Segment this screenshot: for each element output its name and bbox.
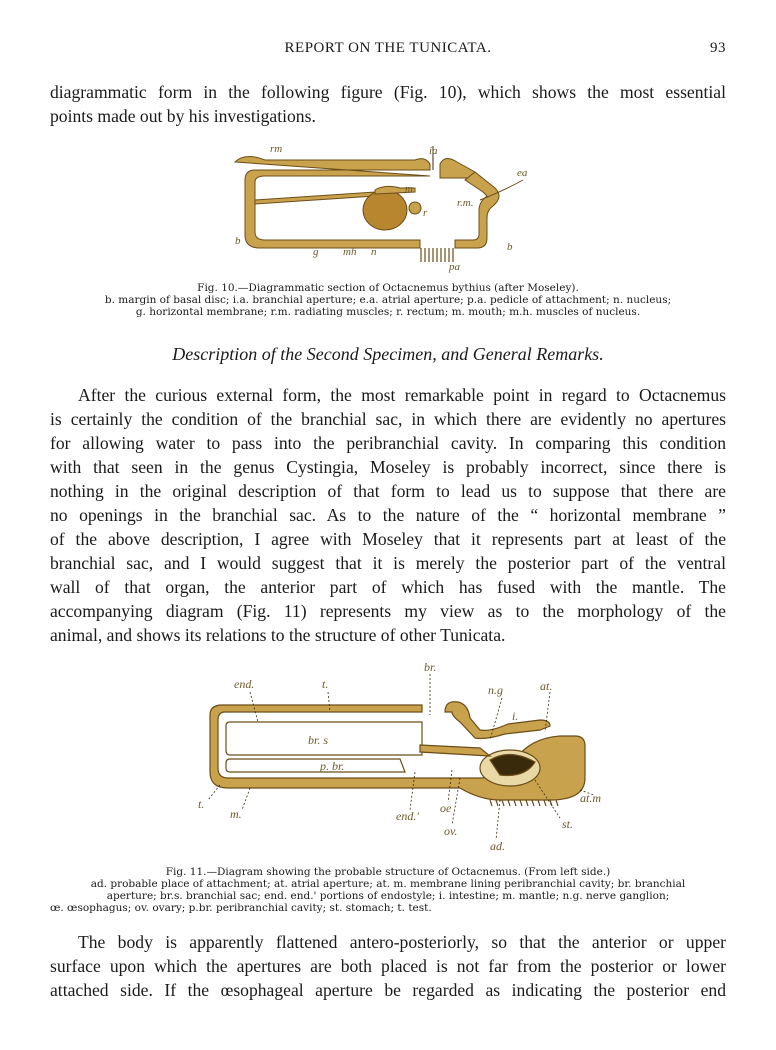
fig11-caption-key: aperture; br.s. branchial sac; end. end.' portions of endostyle; i. intestine; m. mantle; n.g. nerve ganglion;	[106, 890, 670, 902]
fig11-label-ov: ov.	[444, 824, 458, 838]
text-line: After the curious external form, the most remarkable point in regard to Octacnemus	[78, 385, 726, 405]
section-heading: Description of the Second Specimen, and General Remarks.	[172, 344, 604, 364]
fig10-membrane	[255, 192, 375, 204]
fig11-label-ad: ad.	[490, 839, 505, 853]
closing-paragraph	[50, 930, 726, 1002]
fig11-label-end: end.	[234, 677, 255, 691]
text-line: surface upon which the apertures are both placed is not far from the posterior or lower	[50, 956, 726, 976]
text-line: The body is apparently flattened antero-posteriorly, so that the anterior or upper	[78, 932, 726, 952]
fig10-label-n: n	[371, 246, 377, 258]
text-line: with that seen in the genus Cystingia, Moseley is probably incorrect, since there is	[50, 457, 726, 477]
body-paragraph	[50, 383, 726, 647]
intro-paragraph	[50, 80, 726, 128]
fig10-nucleus	[363, 190, 407, 230]
fig10-label-m: m	[405, 183, 413, 195]
fig11-label-ng: n.g	[488, 683, 503, 697]
fig11-caption-key: œ. œsophagus; ov. ovary; p.br. peribranchial cavity; st. stomach; t. test.	[50, 902, 432, 914]
fig11-label-atm: at.m	[580, 791, 601, 805]
fig10-caption-key: g. horizontal membrane; r.m. radiating muscles; r. rectum; m. mouth; m.h. muscles of nucleus.	[135, 306, 641, 318]
fig11-label-t: t.	[322, 677, 329, 691]
figure-11-caption	[50, 866, 726, 914]
fig11-caption-key: ad. probable place of attachment; at. atrial aperture; at. m. membrane lining peribranchial cavity; br. branchial	[90, 878, 686, 890]
fig10-right-top	[440, 158, 475, 178]
fig10-label-mh: mh	[343, 246, 357, 258]
fig11-label-st: st.	[562, 817, 574, 831]
text-line: nothing in the original description of that form to lead us to suppose that there are	[50, 481, 726, 501]
text-line: wall of that organ, the anterior part of which has fused with the mantle. The	[50, 577, 726, 597]
fig10-label-b-right: b	[507, 241, 513, 253]
fig11-atrial-aperture	[445, 702, 550, 739]
fig11-label-m: m.	[230, 807, 242, 821]
running-title: REPORT ON THE TUNICATA.	[284, 40, 492, 56]
figure-10-caption	[50, 282, 726, 318]
fig10-label-b-left: b	[235, 235, 241, 247]
fig11-label-t-left: t.	[198, 797, 205, 811]
figure-11-diagram	[190, 660, 610, 855]
fig10-label-r: r	[423, 207, 428, 219]
fig10-label-rm-right: r.m.	[457, 197, 474, 209]
fig11-label-oe: oe	[440, 801, 452, 815]
fig10-pedicle	[421, 248, 453, 262]
fig11-label-br: br.	[424, 660, 437, 674]
page-number: 93	[710, 40, 726, 56]
fig11-label-end2: end.'	[396, 809, 419, 823]
fig11-caption-title: Fig. 11.—Diagram showing the probable structure of Octacnemus. (From left side.)	[165, 866, 611, 878]
fig11-label-brs: br. s	[308, 733, 329, 747]
text-line: no openings in the branchial sac. As to the nature of the “ horizontal membrane ”	[50, 505, 726, 525]
text-line: animal, and shows its relations to the structure of other Tunicata.	[50, 625, 506, 645]
text-line: branchial sac, and I would suggest that it is merely the posterior part of the ventral	[50, 553, 726, 573]
figure-10-diagram	[225, 140, 545, 275]
text-line: attached side. If the œsophageal aperture be regarded as indicating the posterior end	[50, 980, 726, 1000]
fig10-label-ia: ia	[429, 145, 438, 157]
text-line: points made out by his investigations.	[50, 106, 316, 126]
fig10-label-ea: ea	[517, 167, 528, 179]
fig10-label-rm: rm	[270, 143, 283, 155]
text-line: diagrammatic form in the following figure (Fig. 10), which shows the most essential	[50, 82, 726, 102]
fig11-label-pbr: p. br.	[320, 759, 345, 773]
text-line: of the above description, I agree with Moseley that it represents part at least of the	[50, 529, 726, 549]
fig10-caption-title: Fig. 10.—Diagrammatic section of Octacnemus bythius (after Moseley).	[197, 282, 579, 294]
fig11-label-at: at.	[540, 679, 553, 693]
text-line: accompanying diagram (Fig. 11) represents my view as to the morphology of the	[50, 601, 726, 621]
text-line: is certainly the condition of the branchial sac, in which there are evidently no apertures	[50, 409, 726, 429]
fig10-right-wall	[455, 172, 499, 248]
fig11-esophagus	[420, 745, 490, 756]
fig10-label-pa: pa	[449, 261, 460, 273]
text-line: for allowing water to pass into the peribranchial cavity. In comparing this condition	[50, 433, 726, 453]
fig10-rectum	[409, 202, 421, 214]
fig10-caption-key: b. margin of basal disc; i.a. branchial aperture; e.a. atrial aperture; p.a. pedicle of attachment; n. nucleus;	[104, 294, 672, 306]
fig11-peribranchial	[226, 759, 405, 772]
fig11-label-i: i.	[512, 709, 519, 723]
fig10-label-g: g	[313, 246, 319, 258]
